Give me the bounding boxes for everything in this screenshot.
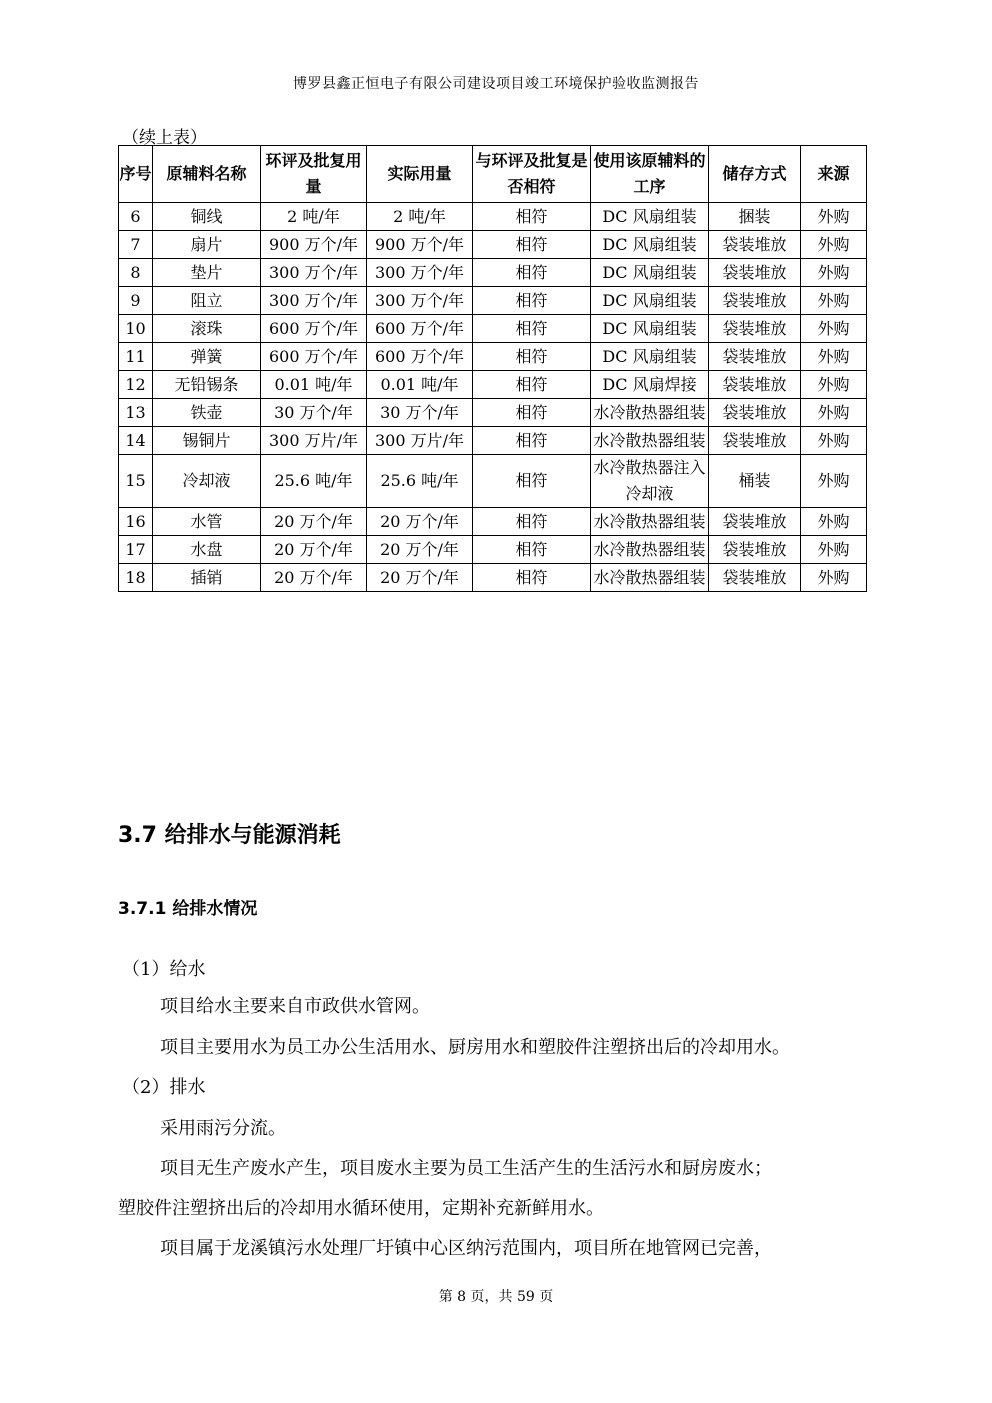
cell-process: 水冷散热器注入冷却液	[591, 455, 709, 508]
cell-process: 水冷散热器组装	[591, 564, 709, 592]
cell-approved: 300 万片/年	[261, 427, 367, 455]
cell-storage: 捆装	[709, 203, 801, 231]
paragraph-drainage-heading: （2）排水	[122, 1077, 206, 1098]
cell-match: 相符	[473, 536, 591, 564]
paragraph-cooling-water: 塑胶件注塑挤出后的冷却用水循环使用，定期补充新鲜用水。	[118, 1198, 604, 1219]
cell-source: 外购	[801, 427, 867, 455]
header-name: 原辅料名称	[153, 146, 261, 203]
cell-approved: 300 万个/年	[261, 287, 367, 315]
cell-no: 6	[119, 203, 153, 231]
cell-no: 8	[119, 259, 153, 287]
cell-process: 水冷散热器组装	[591, 508, 709, 536]
cell-match: 相符	[473, 564, 591, 592]
table-row	[119, 231, 867, 259]
raw-materials-table	[118, 145, 867, 592]
cell-actual: 0.01 吨/年	[367, 371, 473, 399]
paragraph-water-supply-heading: （1）给水	[122, 959, 206, 980]
cell-actual: 600 万个/年	[367, 315, 473, 343]
table-row	[119, 259, 867, 287]
table-row	[119, 399, 867, 427]
cell-name: 铜线	[153, 203, 261, 231]
cell-no: 14	[119, 427, 153, 455]
cell-source: 外购	[801, 343, 867, 371]
cell-approved: 0.01 吨/年	[261, 371, 367, 399]
cell-process: DC 风扇组装	[591, 315, 709, 343]
cell-actual: 300 万个/年	[367, 259, 473, 287]
header-match: 与环评及批复是否相符	[473, 146, 591, 203]
cell-storage: 袋装堆放	[709, 371, 801, 399]
cell-approved: 2 吨/年	[261, 203, 367, 231]
cell-name: 插销	[153, 564, 261, 592]
cell-approved: 20 万个/年	[261, 536, 367, 564]
cell-approved: 25.6 吨/年	[261, 455, 367, 508]
cell-match: 相符	[473, 427, 591, 455]
header-storage: 储存方式	[709, 146, 801, 203]
table-row	[119, 371, 867, 399]
cell-storage: 袋装堆放	[709, 259, 801, 287]
paragraph-treatment-plant: 项目属于龙溪镇污水处理厂圩镇中心区纳污范围内，项目所在地管网已完善，	[160, 1238, 772, 1259]
cell-match: 相符	[473, 455, 591, 508]
cell-name: 水盘	[153, 536, 261, 564]
table-header-row	[119, 146, 867, 203]
table-row	[119, 287, 867, 315]
continued-label: （续上表）	[122, 128, 207, 148]
cell-no: 7	[119, 231, 153, 259]
cell-source: 外购	[801, 371, 867, 399]
subsection-title: 3.7.1 给排水情况	[118, 899, 258, 919]
cell-actual: 20 万个/年	[367, 508, 473, 536]
header-process: 使用该原辅料的工序	[591, 146, 709, 203]
cell-process: 水冷散热器组装	[591, 399, 709, 427]
cell-name: 铁壶	[153, 399, 261, 427]
cell-name: 滚珠	[153, 315, 261, 343]
cell-actual: 20 万个/年	[367, 536, 473, 564]
table-row	[119, 315, 867, 343]
cell-actual: 300 万个/年	[367, 287, 473, 315]
cell-process: 水冷散热器组装	[591, 536, 709, 564]
cell-source: 外购	[801, 231, 867, 259]
table-row	[119, 203, 867, 231]
cell-approved: 900 万个/年	[261, 231, 367, 259]
cell-source: 外购	[801, 315, 867, 343]
cell-storage: 袋装堆放	[709, 508, 801, 536]
cell-name: 垫片	[153, 259, 261, 287]
cell-no: 12	[119, 371, 153, 399]
cell-storage: 袋装堆放	[709, 536, 801, 564]
cell-storage: 桶装	[709, 455, 801, 508]
cell-approved: 600 万个/年	[261, 343, 367, 371]
cell-match: 相符	[473, 315, 591, 343]
cell-match: 相符	[473, 259, 591, 287]
cell-name: 扇片	[153, 231, 261, 259]
table-row	[119, 564, 867, 592]
cell-actual: 20 万个/年	[367, 564, 473, 592]
cell-actual: 300 万片/年	[367, 427, 473, 455]
cell-process: DC 风扇焊接	[591, 371, 709, 399]
table-row	[119, 343, 867, 371]
cell-match: 相符	[473, 371, 591, 399]
paragraph-wastewater: 项目无生产废水产生，项目废水主要为员工生活产生的生活污水和厨房废水；	[160, 1158, 772, 1179]
table-row	[119, 455, 867, 508]
cell-process: DC 风扇组装	[591, 203, 709, 231]
cell-storage: 袋装堆放	[709, 427, 801, 455]
table-row	[119, 427, 867, 455]
cell-process: DC 风扇组装	[591, 231, 709, 259]
cell-match: 相符	[473, 343, 591, 371]
cell-name: 水管	[153, 508, 261, 536]
header-no: 序号	[119, 146, 153, 203]
cell-name: 冷却液	[153, 455, 261, 508]
cell-no: 11	[119, 343, 153, 371]
cell-source: 外购	[801, 259, 867, 287]
cell-storage: 袋装堆放	[709, 315, 801, 343]
header-actual: 实际用量	[367, 146, 473, 203]
paragraph-rain-sewage: 采用雨污分流。	[160, 1118, 286, 1139]
cell-storage: 袋装堆放	[709, 564, 801, 592]
cell-source: 外购	[801, 536, 867, 564]
cell-no: 9	[119, 287, 153, 315]
cell-process: DC 风扇组装	[591, 259, 709, 287]
table-row	[119, 536, 867, 564]
header-approved: 环评及批复用量	[261, 146, 367, 203]
cell-no: 13	[119, 399, 153, 427]
header-source: 来源	[801, 146, 867, 203]
cell-storage: 袋装堆放	[709, 399, 801, 427]
cell-source: 外购	[801, 203, 867, 231]
cell-process: DC 风扇组装	[591, 287, 709, 315]
cell-source: 外购	[801, 287, 867, 315]
cell-approved: 20 万个/年	[261, 564, 367, 592]
cell-match: 相符	[473, 399, 591, 427]
cell-actual: 25.6 吨/年	[367, 455, 473, 508]
cell-source: 外购	[801, 455, 867, 508]
cell-storage: 袋装堆放	[709, 287, 801, 315]
cell-actual: 30 万个/年	[367, 399, 473, 427]
page-footer: 第 8 页，共 59 页	[438, 1289, 554, 1305]
page-header: 博罗县鑫正恒电子有限公司建设项目竣工环境保护验收监测报告	[293, 76, 699, 92]
cell-no: 10	[119, 315, 153, 343]
cell-approved: 300 万个/年	[261, 259, 367, 287]
cell-name: 阻立	[153, 287, 261, 315]
cell-source: 外购	[801, 564, 867, 592]
cell-no: 18	[119, 564, 153, 592]
section-title: 3.7 给排水与能源消耗	[118, 823, 341, 848]
cell-actual: 600 万个/年	[367, 343, 473, 371]
cell-no: 17	[119, 536, 153, 564]
paragraph-water-source: 项目给水主要来自市政供水管网。	[160, 996, 430, 1017]
cell-process: DC 风扇组装	[591, 343, 709, 371]
cell-no: 16	[119, 508, 153, 536]
cell-match: 相符	[473, 203, 591, 231]
paragraph-water-use: 项目主要用水为员工办公生活用水、厨房用水和塑胶件注塑挤出后的冷却用水。	[160, 1037, 790, 1058]
cell-process: 水冷散热器组装	[591, 427, 709, 455]
cell-approved: 30 万个/年	[261, 399, 367, 427]
cell-match: 相符	[473, 287, 591, 315]
cell-storage: 袋装堆放	[709, 231, 801, 259]
cell-approved: 600 万个/年	[261, 315, 367, 343]
cell-source: 外购	[801, 508, 867, 536]
cell-name: 无铅锡条	[153, 371, 261, 399]
cell-match: 相符	[473, 231, 591, 259]
cell-name: 锡铜片	[153, 427, 261, 455]
table-row	[119, 508, 867, 536]
cell-match: 相符	[473, 508, 591, 536]
cell-actual: 2 吨/年	[367, 203, 473, 231]
cell-no: 15	[119, 455, 153, 508]
cell-name: 弹簧	[153, 343, 261, 371]
cell-actual: 900 万个/年	[367, 231, 473, 259]
cell-source: 外购	[801, 399, 867, 427]
cell-approved: 20 万个/年	[261, 508, 367, 536]
cell-storage: 袋装堆放	[709, 343, 801, 371]
